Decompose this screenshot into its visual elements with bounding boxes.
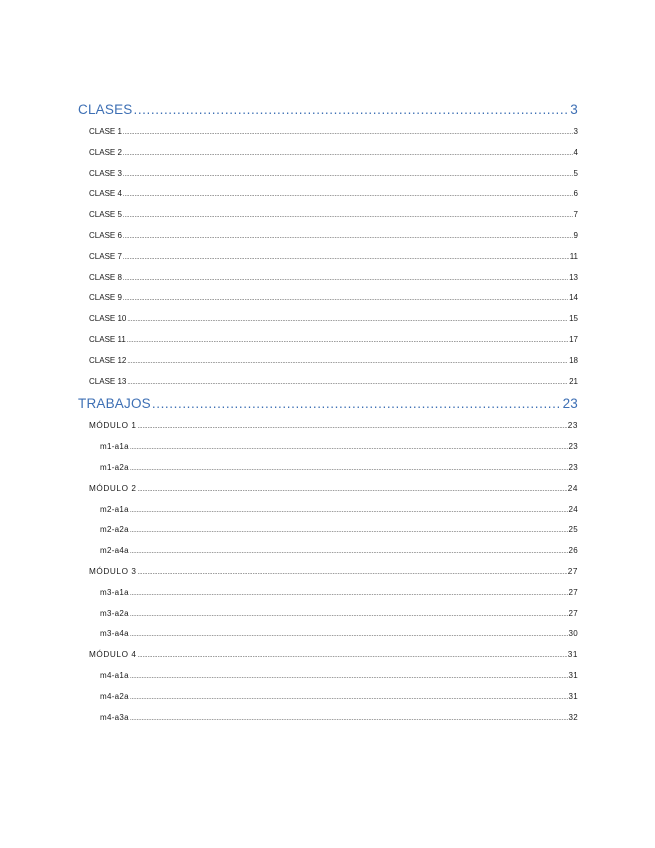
toc-entry-m1-a1a[interactable] xyxy=(78,437,578,458)
toc-entry-label: m3-a2a xyxy=(100,608,129,618)
dot-leader xyxy=(130,666,568,687)
toc-entry-modulo-1[interactable] xyxy=(78,416,578,437)
dot-leader xyxy=(138,645,567,666)
dot-leader xyxy=(152,392,562,416)
toc-entry-m4-a3a[interactable] xyxy=(78,708,578,729)
dot-leader xyxy=(130,500,568,521)
toc-entry-label: MÓDULO 3 xyxy=(89,566,137,576)
dot-leader xyxy=(123,288,568,309)
toc-entry-clase-4[interactable] xyxy=(78,184,578,205)
toc-heading-label: TRABAJOS xyxy=(78,396,151,412)
dot-leader xyxy=(130,437,568,458)
toc-entry-modulo-2[interactable] xyxy=(78,479,578,500)
toc-entry-label: CLASE 3 xyxy=(89,168,122,178)
toc-entry-label: CLASE 5 xyxy=(89,210,122,220)
toc-entry-label: m2-a4a xyxy=(100,546,129,556)
toc-entry-m3-a1a[interactable] xyxy=(78,583,578,604)
toc-entry-label: CLASE 9 xyxy=(89,293,122,303)
toc-page-number: 15 xyxy=(569,314,578,324)
dot-leader xyxy=(123,205,573,226)
toc-page-number: 3 xyxy=(570,102,578,117)
toc-entry-clase-2[interactable] xyxy=(78,143,578,164)
toc-entry-label: CLASE 11 xyxy=(89,334,126,344)
dot-leader xyxy=(127,330,568,351)
toc-entry-m3-a2a[interactable] xyxy=(78,604,578,625)
dot-leader xyxy=(130,541,568,562)
toc-page-number: 14 xyxy=(569,293,578,303)
toc-heading-clases[interactable] xyxy=(78,98,578,122)
toc-entry-clase-12[interactable] xyxy=(78,351,578,372)
toc-entry-label: CLASE 2 xyxy=(89,147,122,157)
dot-leader xyxy=(123,247,569,268)
toc-heading-label: CLASES xyxy=(78,102,133,117)
toc-entry-m3-a4a[interactable] xyxy=(78,624,578,645)
toc-entry-label: CLASE 7 xyxy=(89,251,122,261)
toc-entry-label: CLASE 1 xyxy=(89,127,122,136)
toc-entry-m4-a1a[interactable] xyxy=(78,666,578,687)
toc-page-number: 31 xyxy=(568,691,578,701)
toc-page-number: 27 xyxy=(568,587,578,597)
toc-entry-clase-11[interactable] xyxy=(78,330,578,351)
toc-page-number: 32 xyxy=(568,712,578,722)
toc-entry-label: m2-a2a xyxy=(100,525,129,535)
toc-entry-label: CLASE 10 xyxy=(89,314,127,324)
toc-entry-m2-a2a[interactable] xyxy=(78,520,578,541)
toc-page-number: 13 xyxy=(569,272,578,282)
toc-entry-label: m4-a3a xyxy=(100,712,129,722)
dot-leader xyxy=(138,479,567,500)
toc-page-number: 26 xyxy=(568,546,578,556)
toc-entry-label: CLASE 13 xyxy=(89,376,127,386)
toc-entry-clase-3[interactable] xyxy=(78,164,578,185)
dot-leader xyxy=(130,604,568,625)
toc-page-number: 31 xyxy=(567,650,578,660)
toc-page-number: 23 xyxy=(562,396,578,412)
dot-leader xyxy=(123,184,573,205)
toc-entry-label: m1-a2a xyxy=(100,462,129,472)
toc-page-number: 25 xyxy=(568,525,578,535)
toc-entry-label: m1-a1a xyxy=(100,442,129,452)
toc-page-number: 4 xyxy=(573,147,578,157)
toc-page-number: 24 xyxy=(568,504,578,514)
dot-leader xyxy=(130,708,568,729)
dot-leader xyxy=(130,687,568,708)
toc-entry-label: MÓDULO 4 xyxy=(89,650,137,660)
toc-page-number: 18 xyxy=(569,355,578,365)
toc-entry-m2-a4a[interactable] xyxy=(78,541,578,562)
dot-leader xyxy=(123,143,573,164)
dot-leader xyxy=(123,226,573,247)
dot-leader xyxy=(127,309,568,330)
toc-entry-clase-10[interactable] xyxy=(78,309,578,330)
toc-entry-clase-6[interactable] xyxy=(78,226,578,247)
toc-entry-label: CLASE 4 xyxy=(89,189,122,199)
toc-entry-clase-13[interactable] xyxy=(78,372,578,393)
toc-page-number: 7 xyxy=(573,210,578,220)
toc-entry-m2-a1a[interactable] xyxy=(78,500,578,521)
toc-page-number: 5 xyxy=(573,168,578,178)
toc-entry-clase-8[interactable] xyxy=(78,268,578,289)
toc-entry-label: CLASE 12 xyxy=(89,355,127,365)
dot-leader xyxy=(138,416,567,437)
dot-leader xyxy=(123,122,573,143)
toc-page-number: 11 xyxy=(569,251,578,261)
dot-leader xyxy=(123,164,573,185)
dot-leader xyxy=(127,372,568,393)
dot-leader xyxy=(138,562,567,583)
toc-page-number: 27 xyxy=(567,566,578,576)
toc-entry-clase-1[interactable] xyxy=(78,122,578,143)
toc-page-number: 21 xyxy=(569,376,578,386)
toc-page-number: 27 xyxy=(568,608,578,618)
toc-heading-trabajos[interactable] xyxy=(78,392,578,416)
toc-entry-label: m3-a1a xyxy=(100,587,129,597)
dot-leader xyxy=(130,458,568,479)
toc-entry-label: CLASE 8 xyxy=(89,272,122,282)
toc-page-number: 6 xyxy=(573,189,578,199)
toc-page-number: 31 xyxy=(568,670,578,680)
dot-leader xyxy=(130,520,568,541)
toc-page-number: 24 xyxy=(567,483,578,493)
dot-leader xyxy=(133,98,569,122)
toc-entry-label: m3-a4a xyxy=(100,629,129,639)
toc-entry-label: m4-a2a xyxy=(100,691,129,701)
toc-entry-modulo-3[interactable] xyxy=(78,562,578,583)
dot-leader xyxy=(130,583,568,604)
toc-entry-m4-a2a[interactable] xyxy=(78,687,578,708)
toc-entry-label: m2-a1a xyxy=(100,504,129,514)
toc-page-number: 23 xyxy=(568,442,578,452)
dot-leader xyxy=(127,351,568,372)
toc-page-number: 17 xyxy=(569,334,578,344)
toc-page-number: 23 xyxy=(567,421,578,431)
toc-page-number: 3 xyxy=(573,127,578,136)
dot-leader xyxy=(123,268,568,289)
toc-entry-clase-7[interactable] xyxy=(78,247,578,268)
toc-page-number: 30 xyxy=(568,629,578,639)
toc-page-number: 23 xyxy=(568,462,578,472)
toc-entry-label: CLASE 6 xyxy=(89,230,122,240)
toc-entry-clase-9[interactable] xyxy=(78,288,578,309)
toc-entry-label: m4-a1a xyxy=(100,670,129,680)
toc-entry-label: MÓDULO 1 xyxy=(89,421,137,431)
toc-entry-clase-5[interactable] xyxy=(78,205,578,226)
table-of-contents xyxy=(78,98,578,728)
toc-page-number: 9 xyxy=(573,230,578,240)
toc-entry-label: MÓDULO 2 xyxy=(89,483,137,493)
toc-entry-m1-a2a[interactable] xyxy=(78,458,578,479)
toc-entry-modulo-4[interactable] xyxy=(78,645,578,666)
dot-leader xyxy=(130,624,568,645)
